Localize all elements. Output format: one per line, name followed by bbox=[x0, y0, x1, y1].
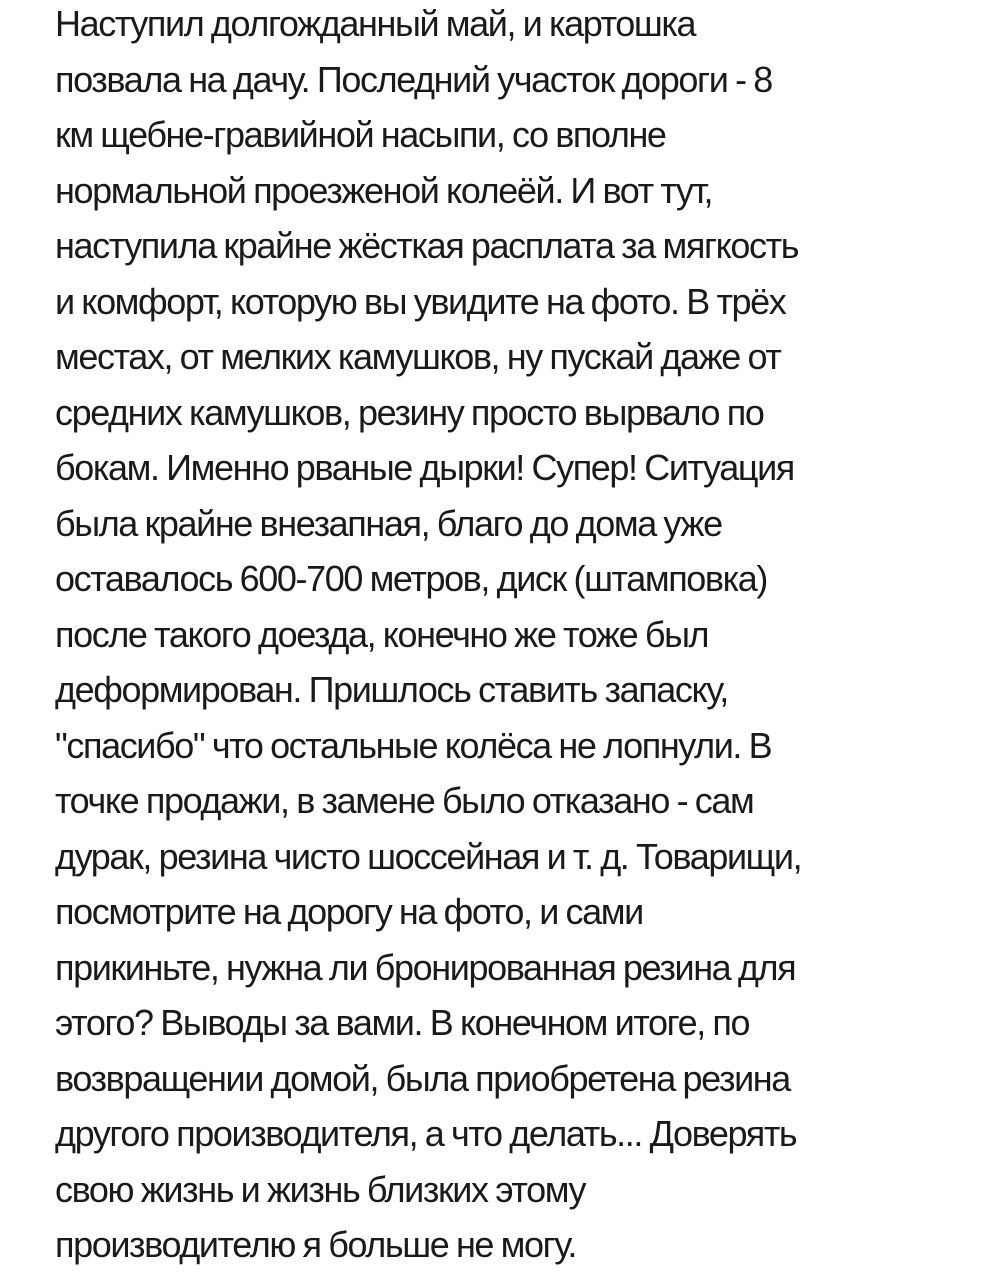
text-line: прикиньте, нужна ли бронированная резина для bbox=[55, 946, 796, 988]
text-line: другого производителя, а что делать... Доверять bbox=[55, 1113, 797, 1154]
text-line: этого? Выводы за вами. В конечном итоге, по bbox=[55, 1002, 750, 1043]
text-line: производителю я больше не могу. bbox=[55, 1224, 576, 1265]
text-line: возвращении домой, была приобретена резина bbox=[55, 1057, 790, 1099]
text-line: Наступил долгожданный май, и картошка bbox=[55, 3, 696, 44]
text-line: деформирован. Пришлось ставить запаску, bbox=[55, 669, 728, 710]
text-line: свою жизнь и жизнь близких этому bbox=[55, 1168, 586, 1210]
text-line: дурак, резина чисто шоссейная и т. д. Товарищи, bbox=[55, 835, 802, 877]
text-line: "спасибо" что остальные колёса не лопнули. В bbox=[55, 724, 772, 766]
text-line: после такого доезда, конечно же тоже был bbox=[55, 613, 709, 655]
text-line: и комфорт, которую вы увидите на фото. В трёх bbox=[55, 280, 786, 322]
text-line: посмотрите на дорогу на фото, и сами bbox=[55, 891, 643, 932]
text-line: позвала на дачу. Последний участок дороги - 8 bbox=[55, 58, 772, 100]
text-line: средних камушков, резину просто вырвало по bbox=[55, 391, 764, 433]
text-line: нормальной проезженой колеёй. И вот тут, bbox=[55, 169, 713, 211]
text-line: бокам. Именно рваные дырки! Супер! Ситуация bbox=[55, 447, 794, 488]
review-text bbox=[55, 0, 955, 1273]
text-line: местах, от мелких камушков, ну пускай даже от bbox=[55, 336, 781, 377]
text-line: км щебне-гравийной насыпи, со вполне bbox=[55, 114, 666, 155]
text-line: точке продажи, в замене было отказано - сам bbox=[55, 780, 754, 821]
text-line: оставалось 600-700 метров, диск (штамповка) bbox=[55, 558, 767, 599]
text-line: наступила крайне жёсткая расплата за мягкость bbox=[55, 225, 799, 266]
text-line: была крайне внезапная, благо до дома уже bbox=[55, 502, 722, 544]
